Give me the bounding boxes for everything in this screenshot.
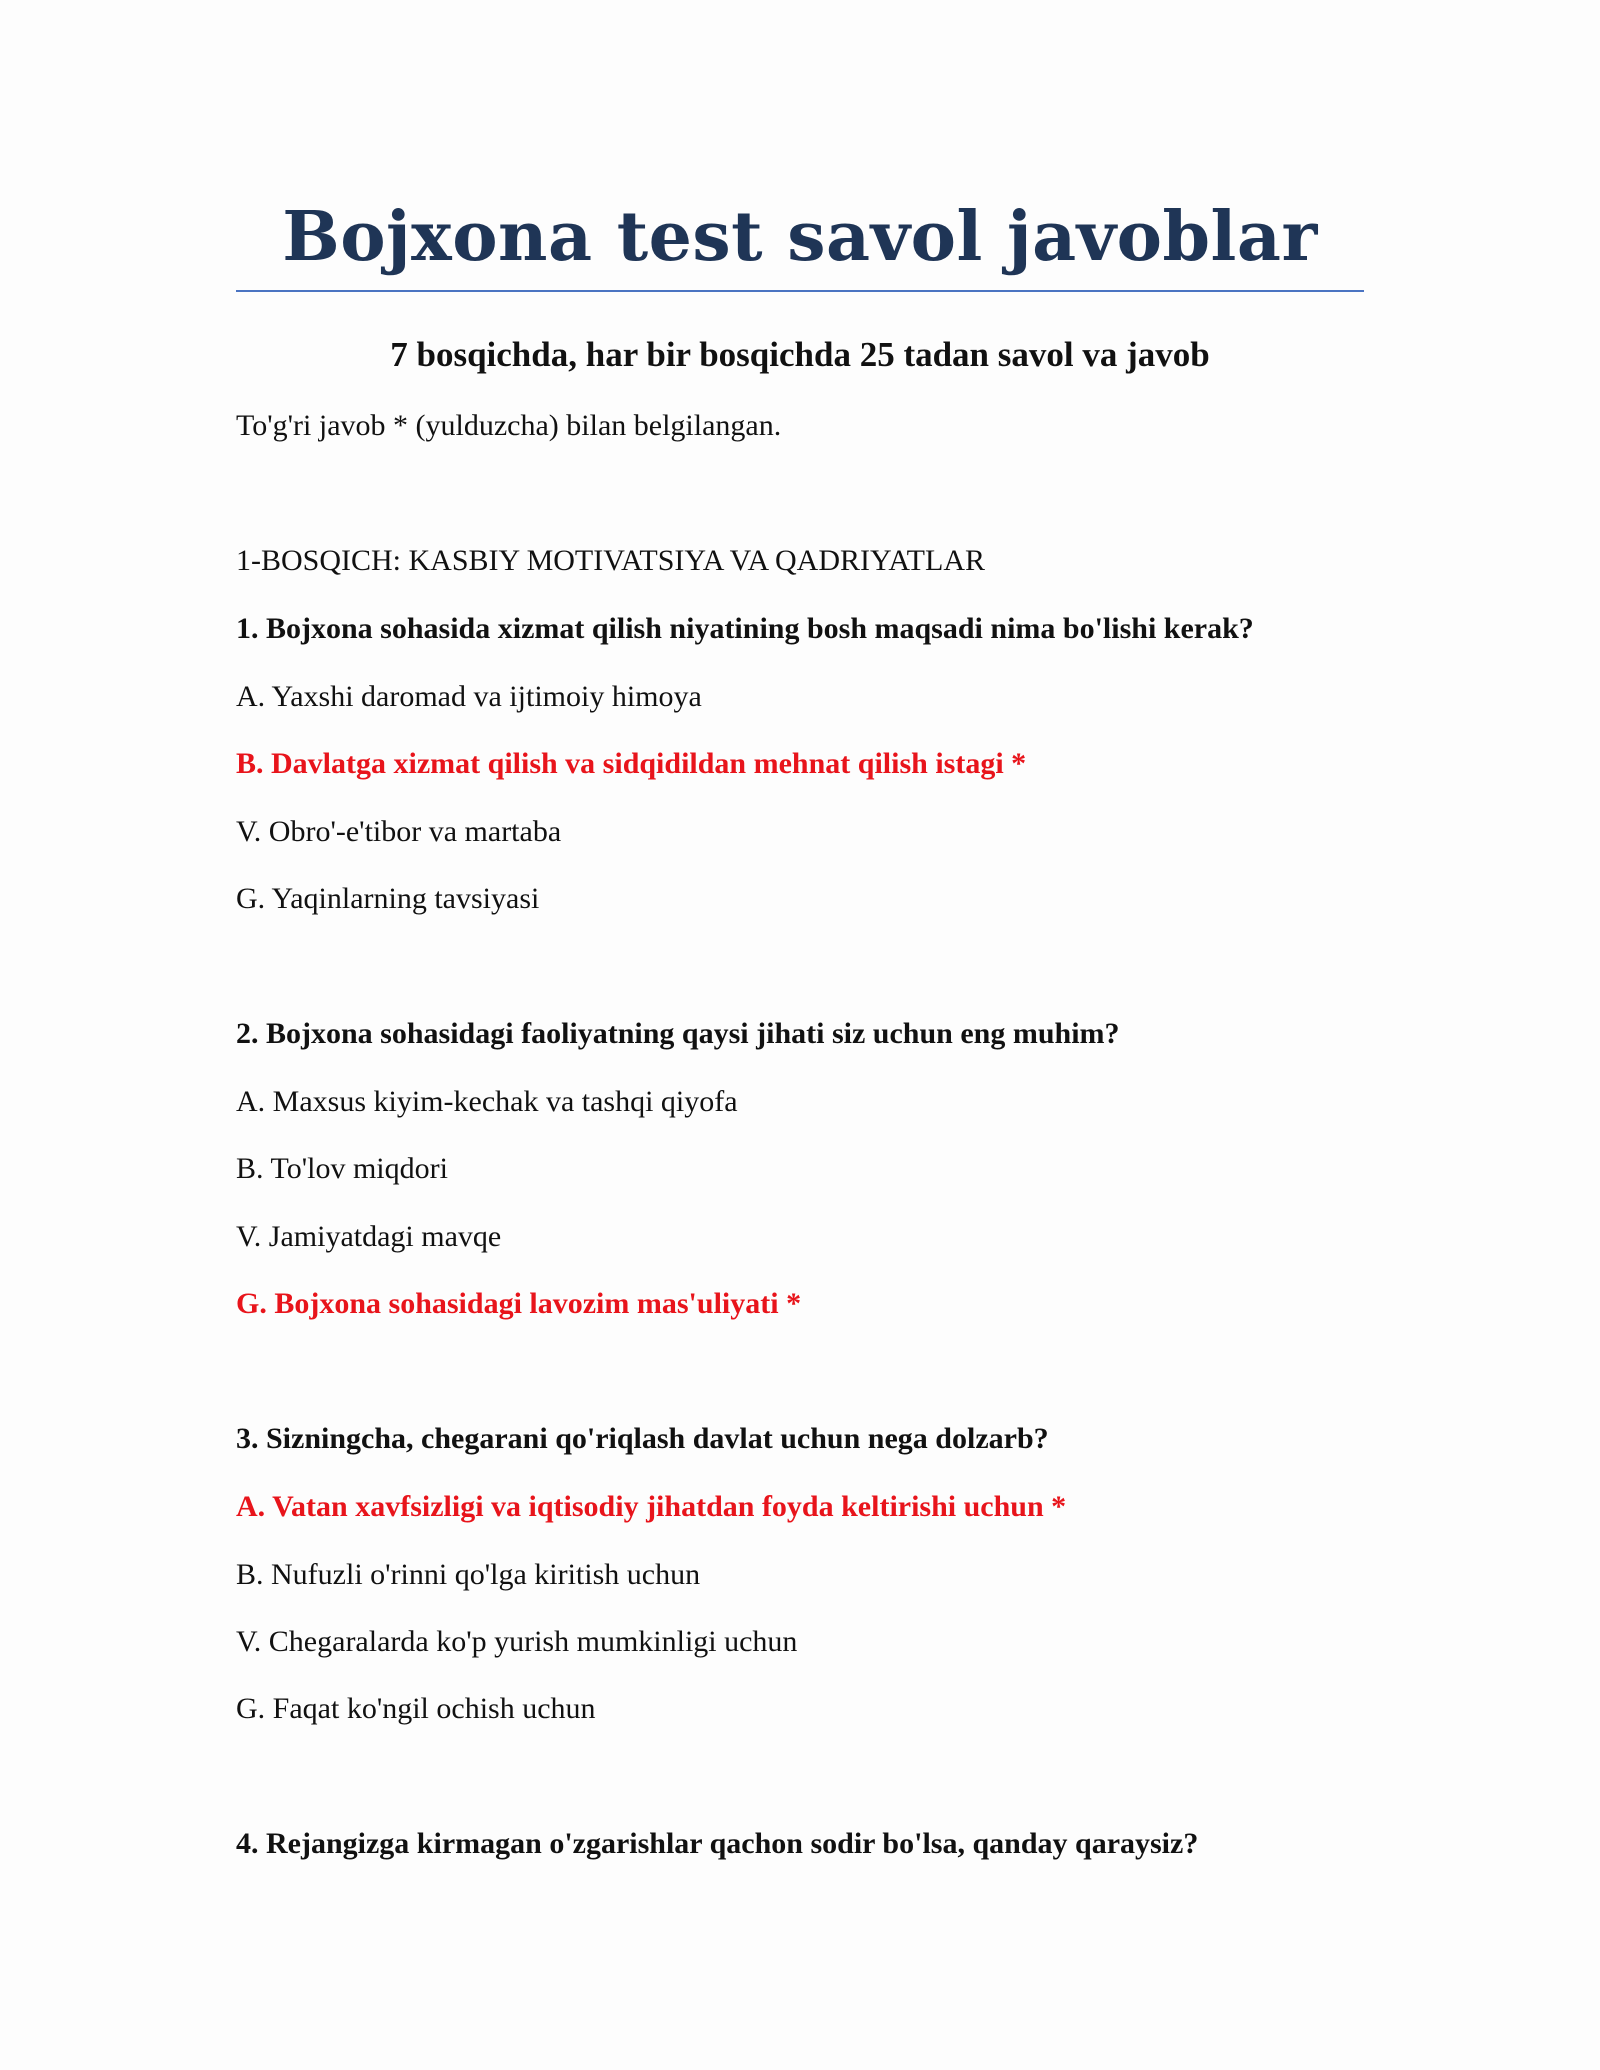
- question-2-option-b: B. To'lov miqdori: [236, 1152, 448, 1185]
- question-2-option-v: V. Jamiyatdagi mavqe: [236, 1220, 502, 1253]
- title-underline: [236, 290, 1364, 292]
- question-4: 4. Rejangizga kirmagan o'zgarishlar qachon sodir bo'lsa, qanday qaraysiz?: [236, 1827, 1199, 1860]
- document-title: Bojxona test savol javoblar: [282, 197, 1318, 277]
- question-3: 3. Sizningcha, chegarani qo'riqlash davlat uchun nega dolzarb?: [236, 1422, 1049, 1455]
- question-3-option-g: G. Faqat ko'ngil ochish uchun: [236, 1692, 596, 1725]
- question-1-option-b-correct: B. Davlatga xizmat qilish va sidqidildan mehnat qilish istagi *: [236, 747, 1027, 780]
- question-3-option-a-correct: A. Vatan xavfsizligi va iqtisodiy jihatdan foyda keltirishi uchun *: [236, 1490, 1067, 1523]
- question-2-option-a: A. Maxsus kiyim-kechak va tashqi qiyofa: [236, 1085, 738, 1118]
- document-subtitle: 7 bosqichda, har bir bosqichda 25 tadan savol va javob: [390, 335, 1210, 374]
- question-1: 1. Bojxona sohasida xizmat qilish niyatining bosh maqsadi nima bo'lishi kerak?: [236, 612, 1254, 645]
- question-1-option-v: V. Obro'-e'tibor va martaba: [236, 815, 562, 848]
- answer-key-note: To'g'ri javob * (yulduzcha) bilan belgilangan.: [236, 409, 782, 442]
- question-1-option-g: G. Yaqinlarning tavsiyasi: [236, 882, 540, 915]
- question-1-option-a: A. Yaxshi daromad va ijtimoiy himoya: [236, 680, 702, 713]
- section-heading: 1-BOSQICH: KASBIY MOTIVATSIYA VA QADRIYATLAR: [236, 544, 985, 577]
- question-3-option-b: B. Nufuzli o'rinni qo'lga kiritish uchun: [236, 1558, 701, 1591]
- question-3-option-v: V. Chegaralarda ko'p yurish mumkinligi uchun: [236, 1625, 798, 1658]
- question-2-option-g-correct: G. Bojxona sohasidagi lavozim mas'uliyati *: [236, 1287, 802, 1320]
- question-2: 2. Bojxona sohasidagi faoliyatning qaysi jihati siz uchun eng muhim?: [236, 1017, 1120, 1050]
